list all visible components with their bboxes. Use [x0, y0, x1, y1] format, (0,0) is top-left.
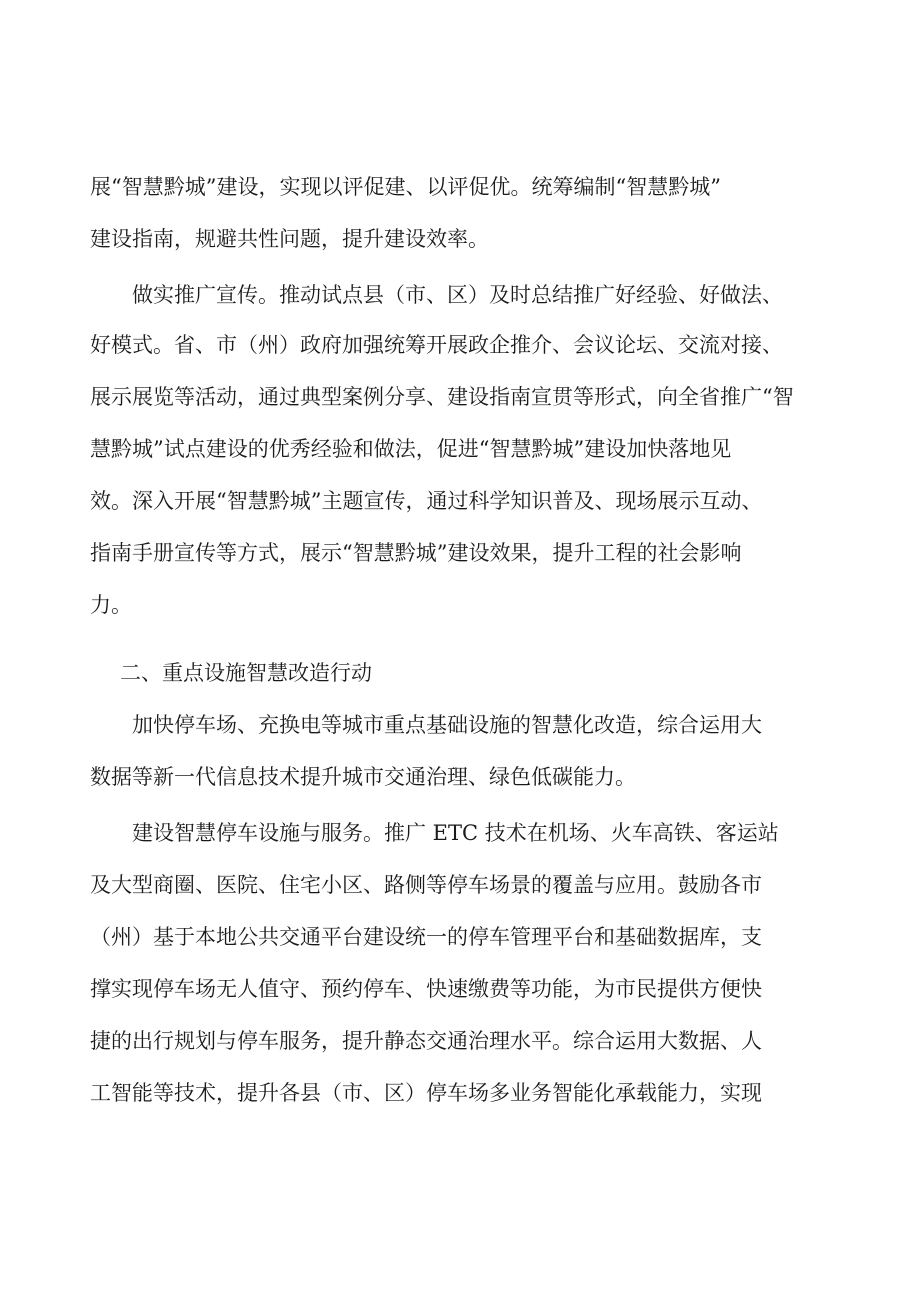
- promotion-paragraph-line-5: 效。深入开展“智慧黔城”主题宣传，通过科学知识普及、现场展示互动、: [90, 489, 763, 513]
- section-two-heading: 二、重点设施智慧改造行动: [120, 661, 372, 685]
- promotion-paragraph-line-3: 展示展览等活动，通过典型案例分享、建设指南宣贯等形式，向全省推广“智: [90, 385, 794, 409]
- parking-paragraph-line-3: （州）基于本地公共交通平台建设统一的停车管理平台和基础数据库，支: [90, 925, 762, 949]
- parking-paragraph-line-4: 撑实现停车场无人值守、预约停车、快速缴费等功能，为市民提供方便快: [90, 977, 762, 1001]
- promotion-paragraph-line-7: 力。: [90, 593, 132, 617]
- parking-paragraph-line-5: 捷的出行规划与停车服务，提升静态交通治理水平。综合运用大数据、人: [90, 1029, 762, 1053]
- section-two-intro-line-2: 数据等新一代信息技术提升城市交通治理、绿色低碳能力。: [90, 765, 636, 789]
- promotion-paragraph-line-4: 慧黔城”试点建设的优秀经验和做法，促进“智慧黔城”建设加快落地见: [90, 437, 732, 461]
- promotion-paragraph-line-1: 做实推广宣传。推动试点县（市、区）及时总结推广好经验、好做法、: [132, 283, 783, 307]
- promotion-paragraph-line-6: 指南手册宣传等方式，展示“智慧黔城”建设效果，提升工程的社会影响: [90, 541, 742, 565]
- parking-paragraph-line-6: 工智能等技术，提升各县（市、区）停车场多业务智能化承载能力，实现: [90, 1081, 762, 1105]
- parking-paragraph-line-1: 建设智慧停车设施与服务。推广 ETC 技术在机场、火车高铁、客运站: [132, 821, 779, 845]
- section-two-intro-line-1: 加快停车场、充换电等城市重点基础设施的智慧化改造，综合运用大: [132, 713, 762, 737]
- promotion-paragraph-line-2: 好模式。省、市（州）政府加强统筹开展政企推介、会议论坛、交流对接、: [90, 333, 783, 357]
- section-one-tail-line-1: 展“智慧黔城”建设，实现以评促建、以评促优。统筹编制“智慧黔城”: [90, 175, 721, 199]
- section-one-tail-line-2: 建设指南，规避共性问题，提升建设效率。: [90, 227, 489, 251]
- parking-paragraph-line-2: 及大型商圈、医院、住宅小区、路侧等停车场景的覆盖与应用。鼓励各市: [90, 873, 762, 897]
